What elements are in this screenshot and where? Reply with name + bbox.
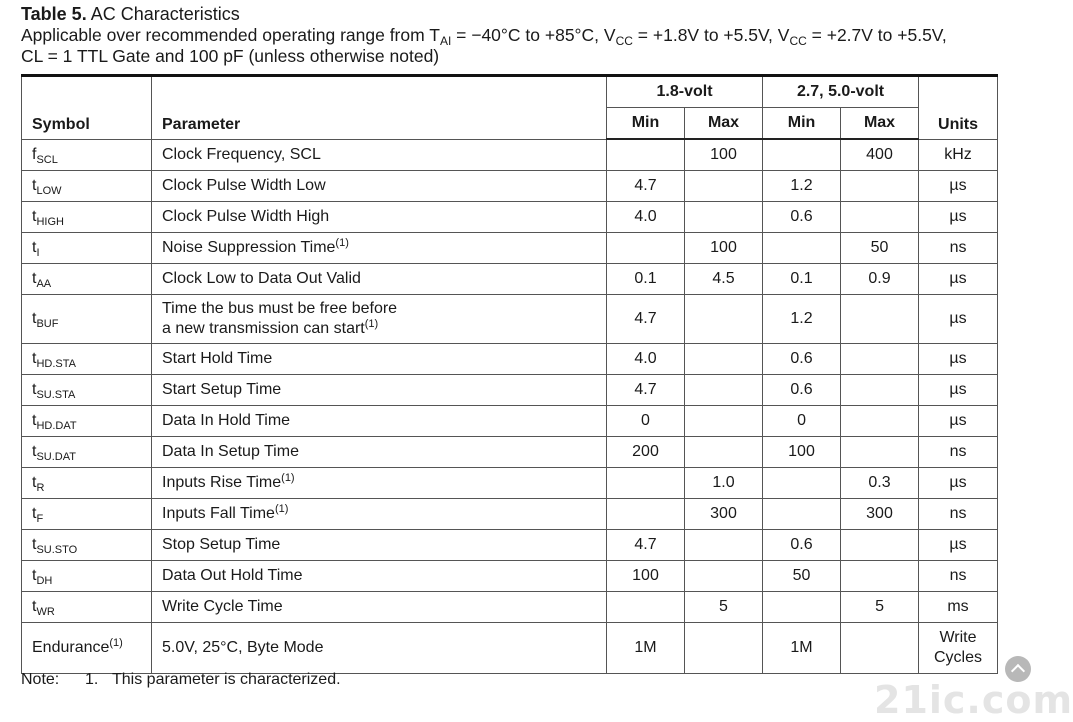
- symbol-cell: $t_F$: [22, 499, 152, 530]
- symbol-cell: $t_{LOW}$: [22, 171, 152, 202]
- max-5v-cell: [841, 295, 919, 344]
- symbol-cell: $t_{BUF}$: [22, 295, 152, 344]
- symbol-cell: $t_{SU.DAT}$: [22, 437, 152, 468]
- units-cell: µs: [919, 264, 998, 295]
- max-1-8v-cell: 5: [685, 592, 763, 623]
- min-5v-cell: 0: [763, 406, 841, 437]
- units-cell: ms: [919, 592, 998, 623]
- symbol-cell: $t_{HIGH}$: [22, 202, 152, 233]
- max-5v-cell: [841, 171, 919, 202]
- table-row: [22, 561, 998, 592]
- parameter-cell: Noise Suppression Time$^{(1)}$: [152, 233, 607, 264]
- table-row: [22, 171, 998, 202]
- max-1-8v-cell: [685, 344, 763, 375]
- max-5v-cell: 300: [841, 499, 919, 530]
- max-5v-cell: [841, 406, 919, 437]
- table-row: [22, 592, 998, 623]
- units-cell: µs: [919, 344, 998, 375]
- max-5v-cell: [841, 623, 919, 674]
- units-cell: kHz: [919, 139, 998, 171]
- table-row: [22, 499, 998, 530]
- max-1-8v-cell: 100: [685, 233, 763, 264]
- min-1-8v-cell: 100: [607, 561, 685, 592]
- max-5v-cell: [841, 530, 919, 561]
- max-1-8v-cell: 4.5: [685, 264, 763, 295]
- max-5v-cell: [841, 437, 919, 468]
- note-label: Note:: [21, 671, 60, 688]
- table-title: [21, 3, 240, 25]
- units-cell: µs: [919, 406, 998, 437]
- parameter-cell: Write Cycle Time: [152, 592, 607, 623]
- symbol-cell: Endurance$^{(1)}$: [22, 623, 152, 674]
- max-5v-cell: 5: [841, 592, 919, 623]
- max-5v-cell: 0.9: [841, 264, 919, 295]
- min-5v-cell: [763, 499, 841, 530]
- min-1-8v-cell: 4.7: [607, 295, 685, 344]
- max-5v-cell: 400: [841, 139, 919, 171]
- units-cell: ns: [919, 561, 998, 592]
- header-min-1: Min: [607, 108, 685, 140]
- parameter-cell: Clock Pulse Width High: [152, 202, 607, 233]
- min-1-8v-cell: [607, 233, 685, 264]
- parameter-cell: Clock Frequency, SCL: [152, 139, 607, 171]
- table-row: [22, 264, 998, 295]
- min-5v-cell: 0.6: [763, 344, 841, 375]
- header-min-2: Min: [763, 108, 841, 140]
- min-5v-cell: 100: [763, 437, 841, 468]
- max-5v-cell: 50: [841, 233, 919, 264]
- max-5v-cell: 0.3: [841, 468, 919, 499]
- table-row: [22, 344, 998, 375]
- units-cell: µs: [919, 468, 998, 499]
- min-1-8v-cell: 0: [607, 406, 685, 437]
- min-5v-cell: [763, 592, 841, 623]
- min-1-8v-cell: 1M: [607, 623, 685, 674]
- units-cell: µs: [919, 202, 998, 233]
- max-1-8v-cell: [685, 171, 763, 202]
- min-1-8v-cell: 4.0: [607, 202, 685, 233]
- parameter-cell: Inputs Fall Time$^{(1)}$: [152, 499, 607, 530]
- symbol-cell: $t_{HD.DAT}$: [22, 406, 152, 437]
- symbol-cell: $t_{SU.STO}$: [22, 530, 152, 561]
- max-1-8v-cell: 300: [685, 499, 763, 530]
- table-row: [22, 202, 998, 233]
- units-cell: ns: [919, 233, 998, 264]
- parameter-cell: Stop Setup Time: [152, 530, 607, 561]
- min-1-8v-cell: 4.7: [607, 530, 685, 561]
- max-1-8v-cell: [685, 202, 763, 233]
- symbol-cell: $t_{AA}$: [22, 264, 152, 295]
- min-5v-cell: 1.2: [763, 295, 841, 344]
- max-1-8v-cell: [685, 375, 763, 406]
- header-parameter: Parameter: [152, 76, 607, 140]
- max-1-8v-cell: 100: [685, 139, 763, 171]
- min-1-8v-cell: 200: [607, 437, 685, 468]
- note-text: This parameter is characterized.: [112, 671, 341, 688]
- table-row: [22, 295, 998, 344]
- min-1-8v-cell: 0.1: [607, 264, 685, 295]
- table-row: [22, 406, 998, 437]
- parameter-cell: Data Out Hold Time: [152, 561, 607, 592]
- max-1-8v-cell: [685, 530, 763, 561]
- table-row: [22, 233, 998, 264]
- parameter-cell: Inputs Rise Time$^{(1)}$: [152, 468, 607, 499]
- min-1-8v-cell: 4.0: [607, 344, 685, 375]
- table-row: [22, 623, 998, 674]
- header-group-2-7-5v: 2.7, 5.0-volt: [763, 76, 919, 108]
- symbol-cell: $t_{HD.STA}$: [22, 344, 152, 375]
- units-cell: µs: [919, 295, 998, 344]
- units-cell: ns: [919, 499, 998, 530]
- parameter-cell: Data In Setup Time: [152, 437, 607, 468]
- note-index: 1.: [85, 671, 99, 688]
- table-label: Table 5.: [21, 4, 87, 24]
- header-max-2: Max: [841, 108, 919, 140]
- max-5v-cell: [841, 202, 919, 233]
- header-group-1-8v: 1.8-volt: [607, 76, 763, 108]
- symbol-cell: $t_{WR}$: [22, 592, 152, 623]
- min-5v-cell: 0.6: [763, 530, 841, 561]
- max-1-8v-cell: [685, 295, 763, 344]
- max-1-8v-cell: [685, 406, 763, 437]
- max-5v-cell: [841, 561, 919, 592]
- symbol-cell: $t_{DH}$: [22, 561, 152, 592]
- header-row-groups: [22, 76, 998, 108]
- table-row: [22, 530, 998, 561]
- header-max-1: Max: [685, 108, 763, 140]
- parameter-cell: Data In Hold Time: [152, 406, 607, 437]
- conditions-line-2: CL = 1 TTL Gate and 100 pF (unless otherwise noted): [21, 46, 440, 66]
- max-1-8v-cell: [685, 561, 763, 592]
- table-title-text: AC Characteristics: [90, 4, 240, 24]
- max-1-8v-cell: 1.0: [685, 468, 763, 499]
- symbol-cell: $t_{SU.STA}$: [22, 375, 152, 406]
- header-units: Units: [919, 76, 998, 140]
- symbol-cell: $t_I$: [22, 233, 152, 264]
- conditions-line-1: Applicable over recommended operating range from $T_{AI} = -40^\circ C$ to +85°C, $V_{CC} = +1.8V$ to +5.5V, $V_{CC} = +2.7V$ to +5.5V,: [21, 25, 947, 48]
- min-5v-cell: [763, 233, 841, 264]
- header-symbol: Symbol: [22, 76, 152, 140]
- max-1-8v-cell: [685, 437, 763, 468]
- min-5v-cell: 0.6: [763, 375, 841, 406]
- symbol-cell: $t_R$: [22, 468, 152, 499]
- min-1-8v-cell: [607, 499, 685, 530]
- table-row: [22, 437, 998, 468]
- units-cell: Write Cycles: [919, 623, 998, 674]
- min-5v-cell: 0.1: [763, 264, 841, 295]
- parameter-cell: Start Setup Time: [152, 375, 607, 406]
- watermark-logo: 21ic.com: [874, 678, 1073, 722]
- symbol-cell: $f_{SCL}$: [22, 139, 152, 171]
- min-1-8v-cell: 4.7: [607, 375, 685, 406]
- min-5v-cell: [763, 139, 841, 171]
- ac-characteristics-table: [21, 74, 998, 674]
- max-1-8v-cell: [685, 623, 763, 674]
- units-cell: µs: [919, 375, 998, 406]
- min-1-8v-cell: 4.7: [607, 171, 685, 202]
- max-5v-cell: [841, 375, 919, 406]
- units-cell: µs: [919, 530, 998, 561]
- min-5v-cell: 0.6: [763, 202, 841, 233]
- min-1-8v-cell: [607, 592, 685, 623]
- units-cell: µs: [919, 171, 998, 202]
- parameter-cell: 5.0V, 25°C, Byte Mode: [152, 623, 607, 674]
- parameter-cell: Time the bus must be free before a new transmission can start$^{(1)}$: [152, 295, 607, 344]
- min-5v-cell: 1M: [763, 623, 841, 674]
- min-1-8v-cell: [607, 139, 685, 171]
- max-5v-cell: [841, 344, 919, 375]
- min-5v-cell: 1.2: [763, 171, 841, 202]
- parameter-cell: Clock Pulse Width Low: [152, 171, 607, 202]
- min-5v-cell: [763, 468, 841, 499]
- units-cell: ns: [919, 437, 998, 468]
- parameter-cell: Start Hold Time: [152, 344, 607, 375]
- table-row: [22, 139, 998, 171]
- min-5v-cell: 50: [763, 561, 841, 592]
- min-1-8v-cell: [607, 468, 685, 499]
- table-footnote: [21, 671, 341, 689]
- table-row: [22, 375, 998, 406]
- parameter-cell: Clock Low to Data Out Valid: [152, 264, 607, 295]
- table-row: [22, 468, 998, 499]
